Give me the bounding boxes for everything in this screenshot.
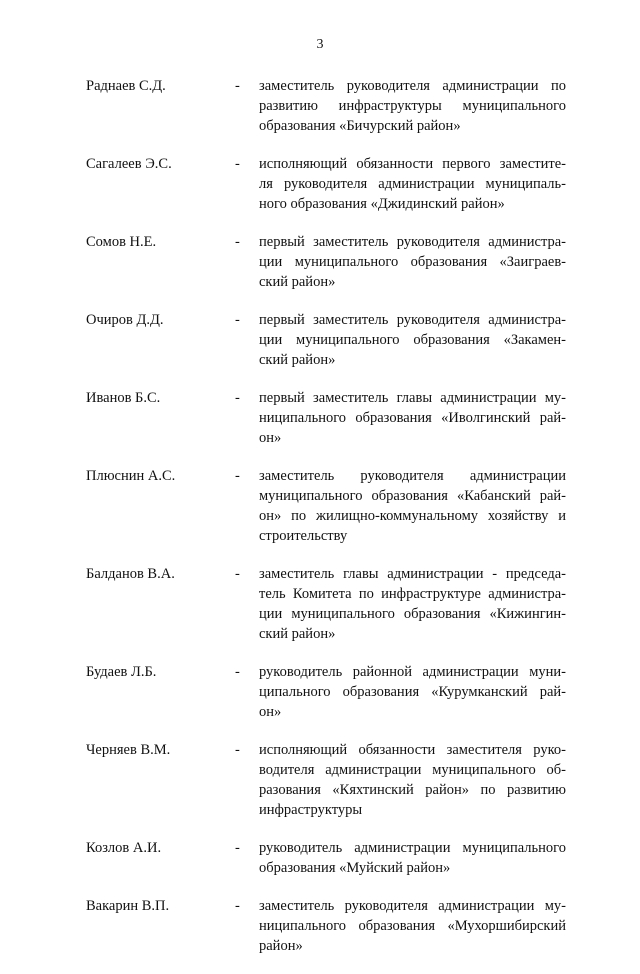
list-item bbox=[86, 838, 566, 878]
separator-dash: - bbox=[235, 898, 240, 914]
position-description bbox=[259, 740, 566, 820]
position-description bbox=[259, 896, 566, 956]
person-name: Вакарин В.П. bbox=[86, 898, 170, 914]
description-line: заместитель руководителя администрации по bbox=[259, 78, 566, 94]
person-name: Балданов В.А. bbox=[86, 566, 175, 582]
description-line: исполняющий обязанности первого заместите- bbox=[259, 156, 566, 172]
description-line: тель Комитета по инфраструктуре администра- bbox=[259, 586, 566, 602]
description-line: муниципального образования «Кабанский рай- bbox=[259, 488, 566, 504]
description-line: заместитель руководителя администрации bbox=[259, 468, 566, 484]
description-line: ции муниципального образования «Кижингин- bbox=[259, 606, 566, 622]
separator-dash: - bbox=[235, 156, 240, 172]
description-line: ципального образования «Курумканский рай- bbox=[259, 684, 566, 700]
description-line: ский район» bbox=[259, 352, 336, 368]
position-description bbox=[259, 388, 566, 448]
description-line: разования «Кяхтинский район» по развитию bbox=[259, 782, 566, 798]
description-line: ниципального образования «Мухоршибирский bbox=[259, 918, 566, 934]
description-line: ский район» bbox=[259, 274, 336, 290]
description-line: заместитель руководителя администрации му- bbox=[259, 898, 566, 914]
description-line: водителя администрации муниципального об- bbox=[259, 762, 566, 778]
list-item bbox=[86, 76, 566, 136]
person-name: Черняев В.М. bbox=[86, 742, 171, 758]
list-item bbox=[86, 740, 566, 820]
description-line: образования «Муйский район» bbox=[259, 860, 451, 876]
person-name: Будаев Л.Б. bbox=[86, 664, 157, 680]
person-name: Сомов Н.Е. bbox=[86, 234, 157, 250]
description-line: ля руководителя администрации муниципаль- bbox=[259, 176, 566, 192]
description-line: исполняющий обязанности заместителя руко- bbox=[259, 742, 566, 758]
person-name: Очиров Д.Д. bbox=[86, 312, 164, 328]
position-description bbox=[259, 76, 566, 136]
position-description bbox=[259, 466, 566, 546]
description-line: заместитель главы администрации - председа- bbox=[259, 566, 566, 582]
list-item bbox=[86, 466, 566, 546]
list-item bbox=[86, 310, 566, 370]
description-line: ниципального образования «Иволгинский рай- bbox=[259, 410, 566, 426]
description-line: руководитель районной администрации муни- bbox=[259, 664, 566, 680]
separator-dash: - bbox=[235, 234, 240, 250]
separator-dash: - bbox=[235, 566, 240, 582]
description-line: первый заместитель руководителя администра- bbox=[259, 234, 566, 250]
description-line: первый заместитель руководителя администра- bbox=[259, 312, 566, 328]
list-item bbox=[86, 232, 566, 292]
list-item bbox=[86, 154, 566, 214]
separator-dash: - bbox=[235, 78, 240, 94]
person-name: Иванов Б.С. bbox=[86, 390, 161, 406]
separator-dash: - bbox=[235, 664, 240, 680]
person-name: Плюснин А.С. bbox=[86, 468, 176, 484]
description-line: он» bbox=[259, 430, 282, 446]
description-line: руководитель администрации муниципального bbox=[259, 840, 566, 856]
description-line: развитию инфраструктуры муниципального bbox=[259, 98, 566, 114]
description-line: ции муниципального образования «Закамен- bbox=[259, 332, 566, 348]
position-description bbox=[259, 154, 566, 214]
page-number: 3 bbox=[316, 37, 324, 52]
description-line: ский район» bbox=[259, 626, 336, 642]
position-description bbox=[259, 838, 566, 878]
separator-dash: - bbox=[235, 742, 240, 758]
description-line: ного образования «Джидинский район» bbox=[259, 196, 505, 212]
description-line: инфраструктуры bbox=[259, 802, 363, 818]
separator-dash: - bbox=[235, 468, 240, 484]
list-item bbox=[86, 388, 566, 448]
list-item bbox=[86, 564, 566, 644]
separator-dash: - bbox=[235, 312, 240, 328]
description-line: строительству bbox=[259, 528, 348, 544]
description-line: район» bbox=[259, 938, 303, 954]
separator-dash: - bbox=[235, 840, 240, 856]
position-description bbox=[259, 232, 566, 292]
list-item bbox=[86, 662, 566, 722]
position-description bbox=[259, 310, 566, 370]
person-name: Раднаев С.Д. bbox=[86, 78, 166, 94]
description-line: ции муниципального образования «Заиграев- bbox=[259, 254, 566, 270]
person-name: Сагалеев Э.С. bbox=[86, 156, 172, 172]
personnel-list bbox=[86, 76, 566, 974]
position-description bbox=[259, 564, 566, 644]
description-line: первый заместитель главы администрации му- bbox=[259, 390, 566, 406]
person-name: Козлов А.И. bbox=[86, 840, 162, 856]
description-line: образования «Бичурский район» bbox=[259, 118, 461, 134]
list-item bbox=[86, 896, 566, 956]
separator-dash: - bbox=[235, 390, 240, 406]
description-line: он» bbox=[259, 704, 282, 720]
description-line: он» по жилищно-коммунальному хозяйству и bbox=[259, 508, 566, 524]
position-description bbox=[259, 662, 566, 722]
